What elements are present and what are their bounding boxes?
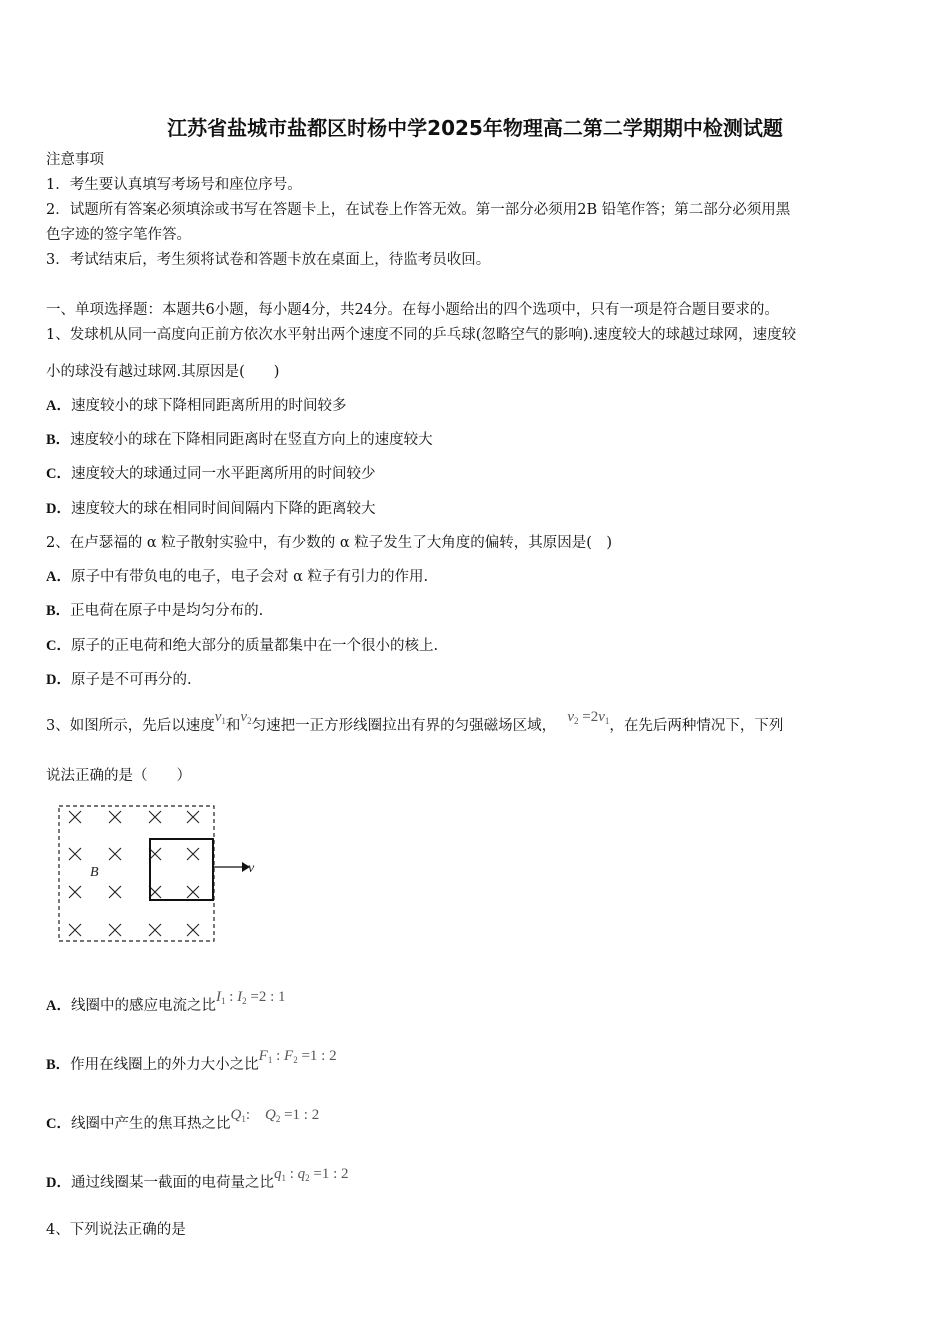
option-label: B． bbox=[46, 1057, 71, 1073]
field-cross-marks bbox=[69, 811, 199, 936]
q3-stem-line1 bbox=[46, 709, 908, 740]
option-label: D． bbox=[46, 672, 71, 688]
velocity-label: v bbox=[248, 861, 255, 876]
q3-and: 和 bbox=[225, 718, 241, 734]
option-label: C． bbox=[46, 1116, 71, 1132]
q1-stem-line2: 小的球没有越过球网.其原因是( ) bbox=[46, 364, 280, 380]
magnetic-field-figure bbox=[56, 800, 276, 946]
ratio-expression: $I_1$ : $I_2 =2$ : 1 bbox=[215, 989, 286, 1006]
notice-item-2: 2．试题所有答案必须填涂或书写在答题卡上，在试卷上作答无效。第一部分必须用2B 铅笔作答；第二部分必须用黑 bbox=[46, 202, 791, 218]
option-text: 作用在线圈上的外力大小之比 bbox=[70, 1057, 259, 1073]
q2-option-b bbox=[46, 599, 908, 624]
option-text: 原子中有带负电的电子，电子会对 α 粒子有引力的作用. bbox=[70, 569, 429, 585]
field-boundary bbox=[59, 806, 214, 941]
q3-option-a bbox=[46, 989, 908, 1020]
q4-stem: 4、下列说法正确的是 bbox=[46, 1222, 186, 1238]
option-label: B． bbox=[46, 432, 71, 448]
option-text: 通过线圈某一截面的电荷量之比 bbox=[70, 1175, 274, 1191]
option-text: 速度较大的球在相同时间间隔内下降的距离较大 bbox=[70, 501, 376, 517]
q3-option-d bbox=[46, 1166, 908, 1197]
q3-stem-part: 匀速把一正方形线圈拉出有界的匀强磁场区域， bbox=[251, 718, 557, 734]
square-coil bbox=[150, 839, 213, 900]
q3-stem-line2: 说法正确的是（ ） bbox=[46, 768, 191, 784]
q1-option-c bbox=[46, 462, 908, 487]
option-text: 原子的正电荷和绝大部分的质量都集中在一个很小的核上. bbox=[70, 638, 439, 654]
q3-option-b bbox=[46, 1048, 908, 1079]
v2-symbol: $v_2$ bbox=[240, 709, 252, 726]
q1-option-b bbox=[46, 428, 908, 453]
q3-stem-part: 3、如图所示，先后以速度 bbox=[46, 718, 215, 734]
q3-stem-part: ，在先后两种情况下，下列 bbox=[609, 718, 784, 734]
option-text: 线圈中产生的焦耳热之比 bbox=[70, 1116, 231, 1132]
ratio-expression: $F_1$ : $F_2 =1$ : 2 bbox=[258, 1048, 337, 1065]
ratio-expression: $Q_1$: $Q_2 =1$ : 2 bbox=[230, 1107, 320, 1124]
option-label: C． bbox=[46, 466, 71, 482]
option-text: 原子是不可再分的. bbox=[70, 672, 192, 688]
option-label: A． bbox=[46, 998, 71, 1014]
v1-symbol: $v_1$ bbox=[214, 709, 226, 726]
option-text: 正电荷在原子中是均匀分布的. bbox=[70, 603, 264, 619]
notice-heading: 注意事项 bbox=[46, 152, 104, 168]
page-title: 江苏省盐城市盐都区时杨中学2025年物理高二第二学期期中检测试题 bbox=[167, 116, 783, 140]
notice-item-3: 3．考试结束后，考生须将试卷和答题卡放在桌面上，待监考员收回。 bbox=[46, 252, 491, 268]
option-label: D． bbox=[46, 1175, 71, 1191]
q2-stem: 2、在卢瑟福的 α 粒子散射实验中，有少数的 α 粒子发生了大角度的偏转，其原因是( ) bbox=[46, 535, 613, 551]
option-text: 线圈中的感应电流之比 bbox=[70, 998, 216, 1014]
option-text: 速度较小的球下降相同距离所用的时间较多 bbox=[70, 398, 347, 414]
ratio-expression: $q_1$ : $q_2 =1$ : 2 bbox=[273, 1166, 349, 1183]
q1-option-d bbox=[46, 497, 908, 522]
option-text: 速度较小的球在下降相同距离时在竖直方向上的速度较大 bbox=[70, 432, 433, 448]
q1-stem-line1: 1、发球机从同一高度向正前方依次水平射出两个速度不同的乒乓球(忽略空气的影响).速度较大的球越过球网，速度较 bbox=[46, 327, 797, 343]
velocity-equation: $v_2 =2v_1$ bbox=[567, 709, 610, 726]
option-label: C． bbox=[46, 638, 71, 654]
field-label: B bbox=[90, 865, 99, 880]
q2-option-a bbox=[46, 565, 908, 590]
option-text: 速度较大的球通过同一水平距离所用的时间较少 bbox=[70, 466, 376, 482]
option-label: D． bbox=[46, 501, 71, 517]
q2-option-d bbox=[46, 668, 908, 693]
option-label: A． bbox=[46, 569, 71, 585]
notice-item-2-cont: 色字迹的签字笔作答。 bbox=[46, 227, 191, 243]
q1-option-a bbox=[46, 394, 908, 419]
option-label: B． bbox=[46, 603, 71, 619]
q3-option-c bbox=[46, 1107, 908, 1138]
q2-option-c bbox=[46, 634, 908, 659]
section-heading: 一、单项选择题：本题共6小题，每小题4分，共24分。在每小题给出的四个选项中，只有一项是符合题目要求的。 bbox=[46, 302, 779, 318]
option-label: A． bbox=[46, 398, 71, 414]
notice-item-1: 1．考生要认真填写考场号和座位序号。 bbox=[46, 177, 302, 193]
